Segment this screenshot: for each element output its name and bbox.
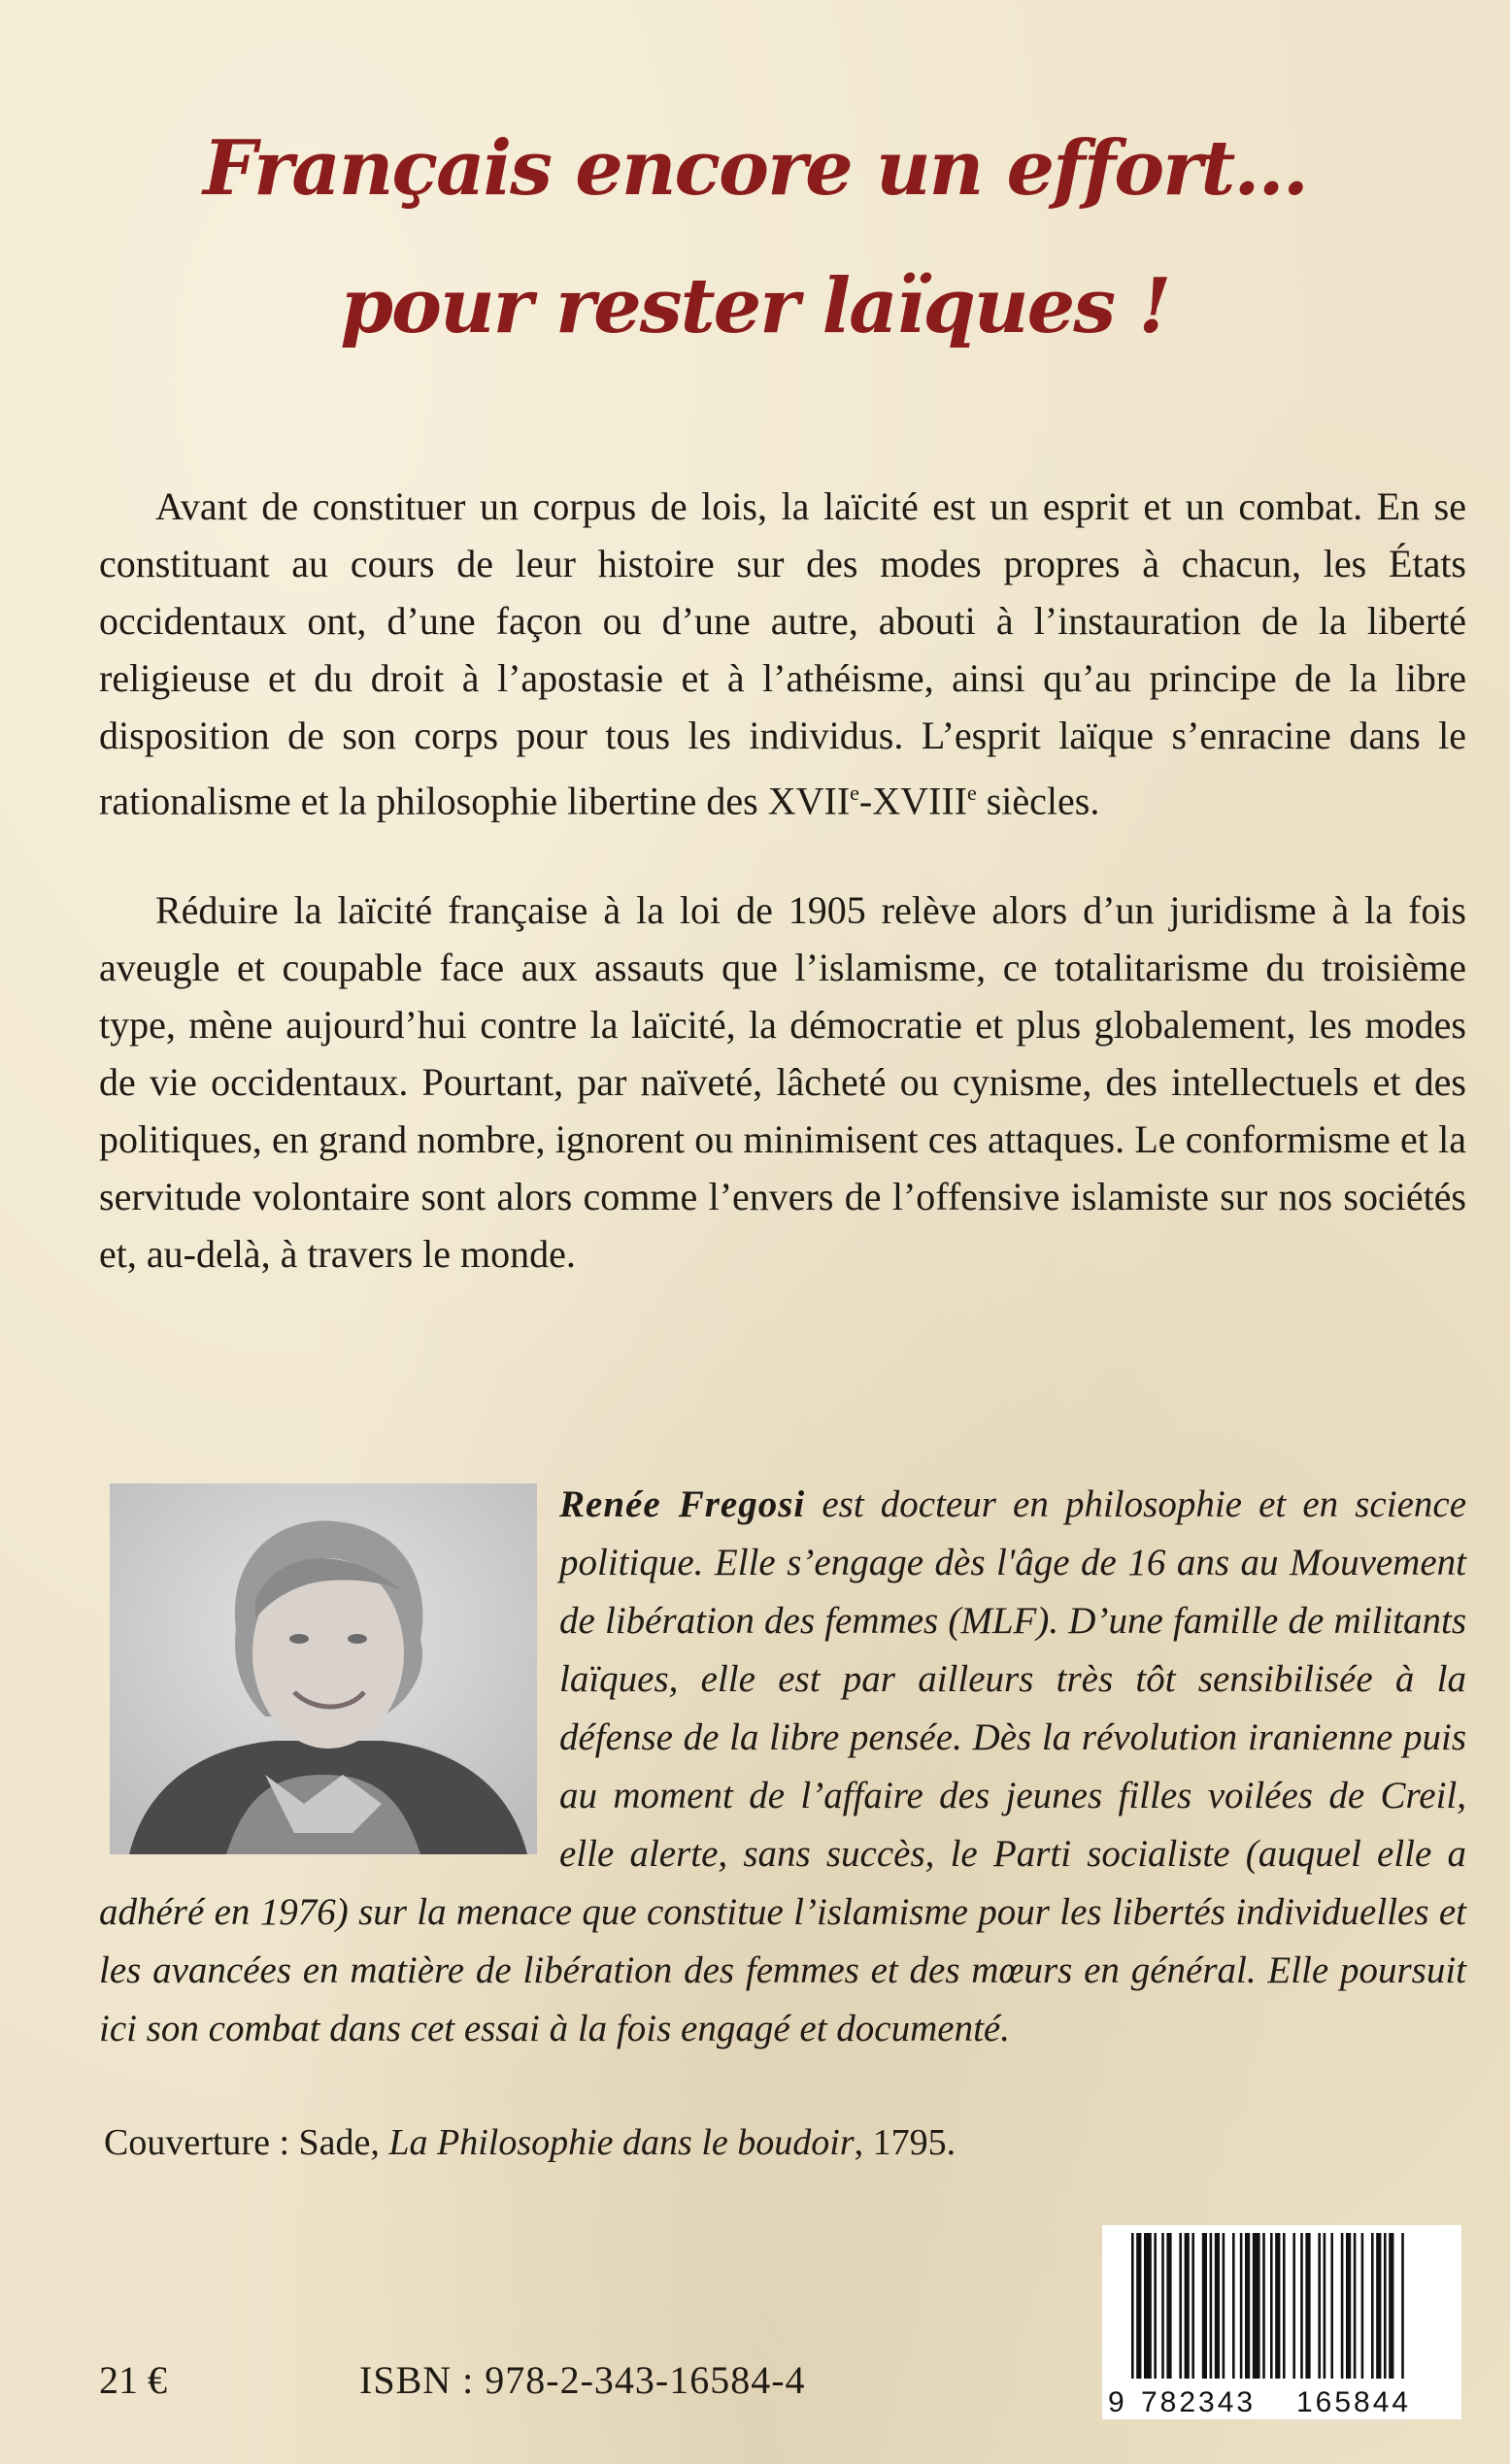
- century-sep: -: [858, 779, 873, 823]
- summary-text-2: Réduire la laïcité française à la loi de 1905 relève alors d’un juridisme à la fois aveugle et coupable face aux assauts que l’islamisme, ce totalitarisme du troisième type, mène aujourd’hui contre la laïcité, la démocratie et plus globalement, les modes de vie occidentaux. Pourtant, par naïveté, lâcheté ou cynisme, des intellectuels et des politiques, en grand nombre, ignorent ou minimisent ces attaques. Le conformisme et la servitude volontaire sont alors comme l’envers de l’offensive islamiste sur nos sociétés et, au-delà, à travers le monde.: [99, 888, 1466, 1276]
- century-b: XVIII: [872, 779, 967, 823]
- barcode-bar: [1361, 2233, 1364, 2379]
- barcode-bar: [1384, 2233, 1387, 2379]
- barcode-bar: [1144, 2233, 1152, 2379]
- title-line-1: Français encore un effort...: [203, 124, 1307, 213]
- title-line-2: pour rester laïques !: [340, 262, 1170, 350]
- barcode-bar: [1270, 2233, 1273, 2379]
- century-a: XVII: [767, 779, 851, 823]
- barcode-bar: [1136, 2233, 1141, 2379]
- barcode-bar: [1262, 2233, 1265, 2379]
- barcode-bar: [1318, 2233, 1321, 2379]
- summary-text-1: Avant de constituer un corpus de lois, la laïcité est un esprit et un combat. En se constituant au cours de leur histoire sur des modes propres à chacun, les États occidentaux ont, d’une façon ou d’une autre, abouti à l’instauration de la liberté religieuse et du droit à l’apostasie et à l’athéisme, ainsi qu’au principe de la libre disposition de son corps pour tous les individus. L’esprit laïque s’enracine dans le rationalisme et la philosophie libertine des: [99, 484, 1466, 823]
- barcode-bar: [1166, 2233, 1171, 2379]
- barcode-bar: [1202, 2233, 1207, 2379]
- barcode-bar: [1341, 2233, 1344, 2379]
- barcode-bar: [1253, 2233, 1260, 2379]
- summary-paragraph-2: [99, 882, 1466, 1282]
- barcode-bar: [1401, 2233, 1404, 2379]
- barcode-bar: [1292, 2233, 1295, 2379]
- barcode-bar: [1240, 2233, 1243, 2379]
- barcode-bar: [1283, 2233, 1286, 2379]
- barcode-bar: [1305, 2233, 1310, 2379]
- cover-credit: [104, 2121, 956, 2164]
- price: 21 €: [99, 2358, 167, 2402]
- barcode-bar: [1389, 2233, 1393, 2379]
- barcode-bar: [1330, 2233, 1333, 2379]
- barcode-bar: [1185, 2233, 1190, 2379]
- barcode-bar: [1161, 2233, 1164, 2379]
- isbn: ISBN : 978-2-343-16584-4: [359, 2358, 806, 2402]
- photo-spacer: [99, 1476, 559, 1883]
- summary-paragraph-1: [99, 478, 1466, 829]
- barcode-bar: [1179, 2233, 1182, 2379]
- credit-suffix: , 1795.: [854, 2122, 956, 2163]
- barcode-bar: [1131, 2233, 1134, 2379]
- barcode-bar: [1275, 2233, 1280, 2379]
- barcode-bar: [1223, 2233, 1225, 2379]
- barcode-bar: [1346, 2233, 1351, 2379]
- author-bio-text: est docteur en philosophie et en science politique. Elle s’engage dès l'âge de 16 ans au Mouvement de libération des femmes (MLF). D’une famille de militants laïques, elle est par ailleurs très tôt sensibilisée à la défense de la libre pensée. Dès la révolution iranienne puis au moment de l’affaire des jeunes filles voilées de Creil, elle alerte, sans succès, le Parti socialiste (auquel elle a adhéré en 1976) sur la menace que constitue l’islamisme pour les libertés individuelles et les avancées en matière de libération des femmes et des mœurs en général. Elle poursuit ici son combat dans cet essai à la fois engagé et documenté.: [99, 1483, 1466, 2049]
- barcode-icon: [1102, 2225, 1461, 2419]
- barcode-group-1: 782343: [1141, 2386, 1257, 2418]
- barcode-bar: [1154, 2233, 1157, 2379]
- barcode-group-2: 165844: [1296, 2386, 1412, 2418]
- barcode-bar: [1300, 2233, 1303, 2379]
- summary-text-1-end: siècles.: [976, 779, 1100, 823]
- barcode-bar: [1376, 2233, 1381, 2379]
- barcode-bar: [1371, 2233, 1374, 2379]
- century-a-sup: e: [850, 781, 859, 805]
- barcode-bar: [1354, 2233, 1357, 2379]
- credit-work: La Philosophie dans le boudoir: [388, 2122, 855, 2163]
- century-b-sup: e: [966, 781, 977, 805]
- barcode-bar: [1232, 2233, 1235, 2379]
- barcode: [1102, 2225, 1461, 2419]
- barcode-first-digit: 9: [1108, 2386, 1124, 2418]
- barcode-bar: [1210, 2233, 1213, 2379]
- credit-prefix: Couverture : Sade,: [104, 2122, 389, 2163]
- barcode-bar: [1324, 2233, 1326, 2379]
- barcode-bar: [1215, 2233, 1220, 2379]
- barcode-bar: [1245, 2233, 1250, 2379]
- barcode-bar: [1191, 2233, 1194, 2379]
- author-bio: [99, 1476, 1466, 2058]
- author-name: Renée Fregosi: [559, 1483, 806, 1525]
